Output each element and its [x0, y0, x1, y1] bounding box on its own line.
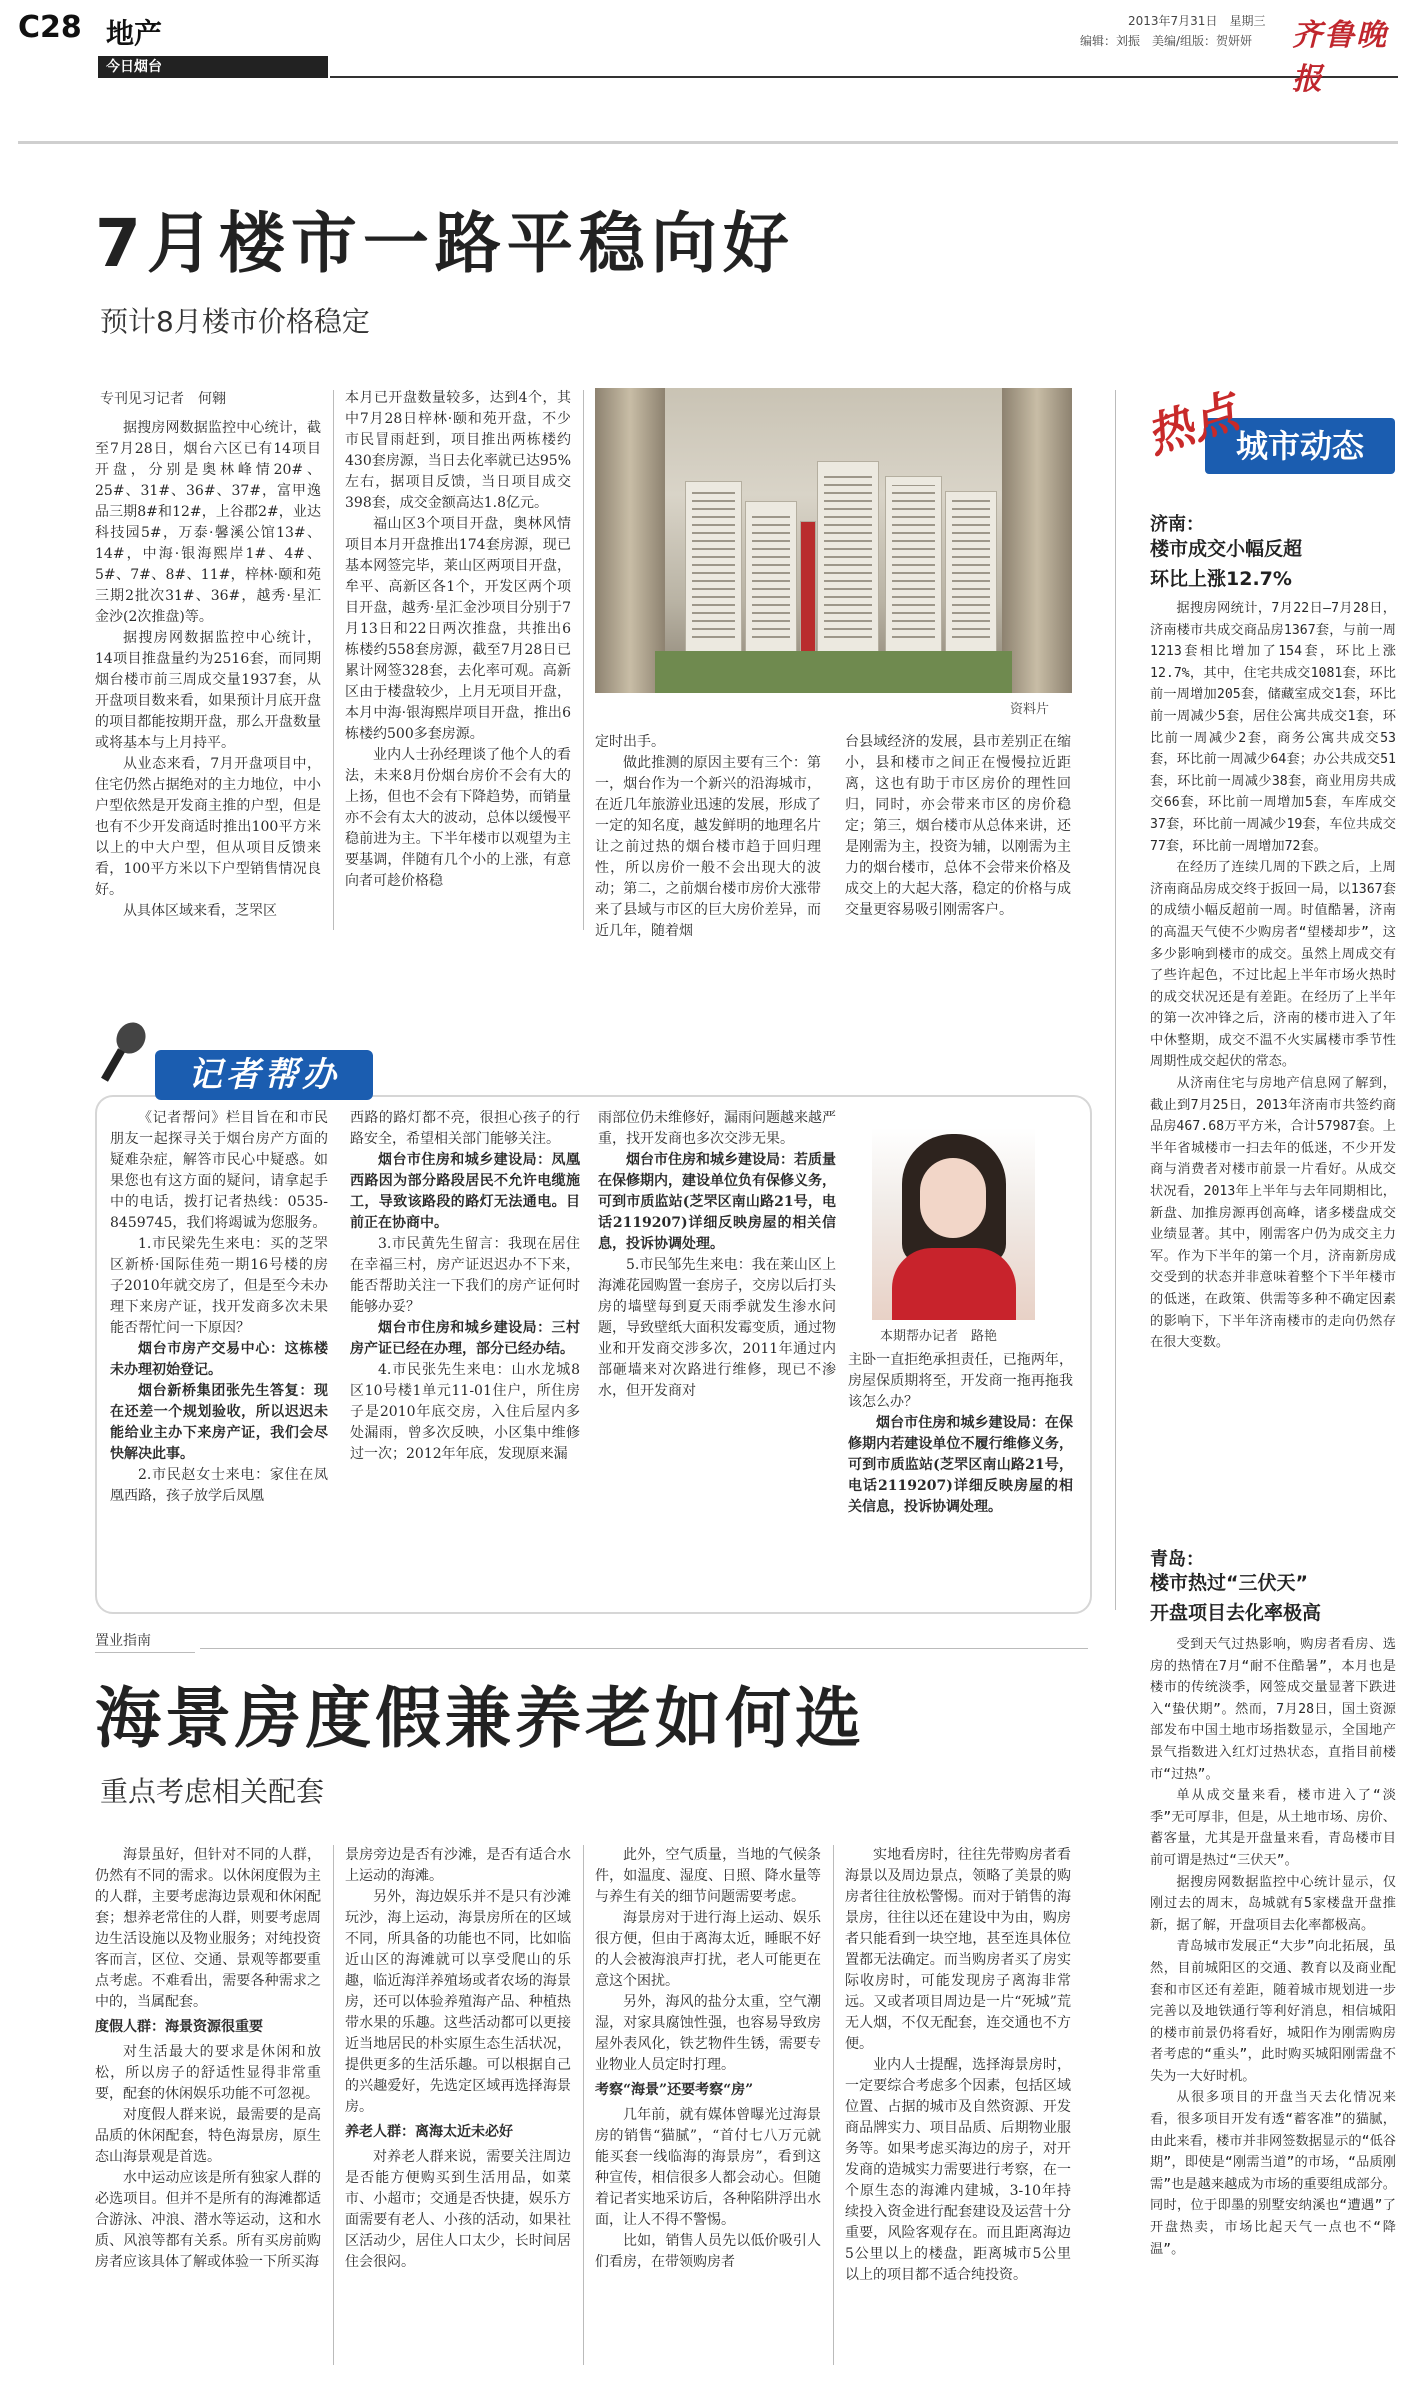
paragraph: 景房旁边是否有沙滩，是否有适合水上运动的海滩。 [345, 1847, 571, 1884]
paragraph: 海景虽好，但针对不同的人群，仍然有不同的需求。以休闲度假为主的人群，主要考虑海边景观和休闲配套；想养老常住的人群，则要考虑周边生活设施以及物业服务；对纯投资客而言，区位、交通、景观等都要重点考虑。不难看出，需要各种需求之中的，当属配套。 [95, 1847, 321, 2010]
story2-column-4 [845, 1845, 1071, 2286]
section-label: 置业指南 [95, 1630, 195, 1653]
paragraph: 5.市民邹先生来电：我在莱山区上海滩花园购置一套房子，交房以后打头房的墙壁每到夏天雨季就发生渗水问题，导致壁纸大面积发霉变质，通过物业和开发商交涉多次，2011年通过内部砸墙来对次路进行维修，现已不渗水，但开发商对 [598, 1257, 836, 1399]
paragraph: 对养老人群来说，需要关注周边是否能方便购买到生活用品，如菜市、小超市；交通是否快捷，娱乐方面需要有老人、小孩的活动，如果社区活动少，居住人口太少，长时间居住会很闷。 [345, 2149, 571, 2270]
column-rule [583, 1845, 584, 2365]
editor-credits: 编辑：刘振 美编/组版：贺妍妍 [1080, 34, 1253, 48]
paragraph: 定时出手。 [595, 734, 665, 750]
hot-word: 热点 [1139, 383, 1245, 464]
page-code: C28 [18, 10, 82, 45]
paragraph: 福山区3个项目开盘，奥林风情项目本月开盘推出174套房源，现已基本网签完毕，莱山区两项目开盘，牟平、高新区各1个，开发区两个项目开盘，越秀·星汇金沙项目分别于7月13日和22日两次推盘，共推出6栋楼约558套房源，截至7月28日已累计网签328套，去化率可观。高新区由于楼盘较少，上月无项目开盘，本月中海·银海熙岸项目开盘，推出6栋楼约500多套房源。 [345, 516, 571, 742]
story1-headline: 7月楼市一路平稳向好 [95, 205, 795, 282]
paragraph: 烟台新桥集团张先生答复：现在还差一个规划验收，所以迟迟未能给业主办下来房产证，我们会尽快解决此事。 [110, 1383, 328, 1462]
paragraph: 业内人士提醒，选择海景房时，一定要综合考虑多个因素，包括区域位置、占据的城市及自然资源、开发商品牌实力、项目品质、后期物业服务等。如果考虑买海边的房子，对开发商的造城实力需要进行考察，在一个原生态的海滩内建城，3-10年持续投入资金进行配套建设及运营十分重要，风险客观存在。而且距离海边5公里以上的楼盘，距离城市5公里以上的项目都不适合纯投资。 [845, 2057, 1071, 2283]
header-rule [330, 76, 1398, 78]
paragraph: 比如，销售人员先以低价吸引人们看房，在带领购房者 [595, 2233, 821, 2270]
hot-news-banner [1139, 383, 1395, 498]
story2-column-2 [345, 1845, 571, 2273]
section-name: 地产 [106, 17, 163, 50]
story2-subhead: 重点考虑相关配套 [100, 1775, 325, 1808]
newspaper-logo: 齐鲁晚报 [1292, 18, 1388, 97]
story1-column-4 [845, 732, 1071, 921]
story1-column-2 [345, 388, 571, 892]
paragraph: 从济南住宅与房地产信息网了解到，截止到7月25日，2013年济南市共签约商品房467.68万平方米，合计57987套。上半年省城楼市一扫去年的低迷，不少开发商与消费者对楼市前景一片看好。从成交状况看，2013年上半年与去年同期相比，新盘、加推房源再创高峰，诸多楼盘成交业绩显著。其中，刚需客户仍为成交主力军。作为下半年的第一个月，济南新房成交受到的状态并非意味着整个下半年楼市的低迷，在政策、供需等多种不确定因素的影响下，下半年济南楼市的走向仍然存在很大变数。 [1150, 1076, 1396, 1351]
paragraph: 烟台市住房和城乡建设局：三村房产证已经在办理，部分已经办结。 [350, 1320, 580, 1357]
jinan-body [1150, 598, 1396, 1354]
subheading: 考察“海景”还要考察“房” [595, 2082, 754, 2098]
paragraph: 台县域经济的发展，县市差别正在缩小，县和楼市之间正在慢慢拉近距离，这也有助于市区房价的理性回归，同时，亦会带来市区的房价稳定；第三，烟台楼市从总体来讲，还是刚需为主，投资为辅，以刚需为主力的烟台楼市，总体不会带来价格及成交上的大起大落，稳定的价格与成交量更容易吸引刚需客户。 [845, 734, 1071, 918]
column-rule [333, 390, 334, 930]
paragraph: 另外，海边娱乐并不是只有沙滩玩沙，海上运动，海景房所在的区域不同，所具备的功能也不同，比如临近山区的海滩就可以享受爬山的乐趣，临近海洋养殖场或者农场的海景房，还可以体验养殖海产品、种植热带水果的乐趣。这些活动都可以更接近当地居民的朴实原生态生活状况，提供更多的生活乐趣。可以根据自己的兴趣爱好，先选定区域再选择海景房。 [345, 1889, 571, 2115]
paragraph: 此外，空气质量，当地的气候条件，如温度、湿度、日照、降水量等与养生有关的细节问题需要考虑。 [595, 1847, 821, 1905]
paragraph: 烟台市住房和城乡建设局：若质量在保修期内，建设单位负有保修义务，可到市质监站(芝罘区南山路21号，电话2119207)详细反映房屋的相关信息，投诉协调处理。 [598, 1152, 836, 1252]
paragraph: 对度假人群来说，最需要的是高品质的休闲配套，特色海景房，原生态山海景观是首选。 [95, 2107, 321, 2165]
jinan-city: 济南： [1150, 514, 1204, 535]
paragraph: 单从成交量来看，楼市进入了“淡季”无可厚非，但是，从土地市场、房价、蓄客量，尤其是开盘量来看，青岛楼市目前可谓是热过“三伏天”。 [1150, 1788, 1396, 1868]
jinan-head-1: 楼市成交小幅反超 [1150, 538, 1303, 560]
subheading: 养老人群：离海太近未必好 [345, 2124, 513, 2140]
reporter-help-title: 记者帮办 [155, 1050, 373, 1100]
microphone-icon [95, 1020, 155, 1090]
qingdao-head-1: 楼市热过“三伏天” [1150, 1572, 1308, 1594]
paragraph: 雨部位仍未维修好，漏雨问题越来越严重，找开发商也多次交涉无果。 [598, 1110, 836, 1147]
story1-subhead: 预计8月楼市价格稳定 [100, 305, 370, 338]
issue-date: 2013年7月31日 星期三 [1128, 14, 1266, 28]
paragraph: 受到天气过热影响，购房者看房、选房的热情在7月“耐不住酷暑”，本月也是楼市的传统淡季，网签成交量显著下跌进入“蛰伏期”。然而，7月28日，国土资源部发布中国土地市场指数显示，全国地产景气指数进入红灯过热状态，直指目前楼市“过热”。 [1150, 1637, 1396, 1782]
story2-headline: 海景房度假兼养老如何选 [95, 1680, 865, 1757]
section-rule [200, 1648, 1088, 1649]
qingdao-city: 青岛： [1150, 1549, 1204, 1570]
column-rule [833, 1845, 834, 2365]
paragraph: 1.市民梁先生来电：买的芝罘区新桥·国际佳苑一期16号楼的房子2010年就交房了，但是至今未办理下来房产证，找开发商多次未果能否帮忙问一下原因？ [110, 1236, 328, 1336]
story2-column-3 [595, 1845, 821, 2273]
story1-byline: 专刊见习记者 何翱 [100, 391, 226, 407]
paragraph: 业内人士孙经理谈了他个人的看法，未来8月份烟台房价不会有大的上扬，但也不会有下降趋势，而销量亦不会有太大的波动，总体以缓慢平稳前进为主。下半年楼市以观望为主要基调，伴随有几个小的上涨，有意向者可趁价格稳 [345, 747, 571, 889]
subsection-bar: 今日烟台 [98, 56, 328, 78]
paragraph: 实地看房时，往往先带购房者看海景以及周边景点，领略了美景的购房者往往放松警惕。而对于销售的海景房，往往以还在建设中为由，购房者只能看到一块空地，甚至连具体位置都无法确定。而当购房者买了房实际收房时，可能发现房子离海非常远。又或者项目周边是一片“死城”荒无人烟，不仅无配套，连交通也不方便。 [845, 1847, 1071, 2052]
paragraph: 4.市民张先生来电：山水龙城8区10号楼1单元11-01住户，所住房子是2010年底交房，入住后屋内多处漏雨，曾多次反映，小区集中维修过一次；2012年年底，发现原来漏 [350, 1362, 580, 1462]
paragraph: 西路的路灯都不亮，很担心孩子的行路安全，希望相关部门能够关注。 [350, 1110, 580, 1147]
subheading: 度假人群：海景资源很重要 [95, 2019, 263, 2035]
qingdao-body [1150, 1634, 1396, 2260]
photo-caption: 资料片 [1010, 702, 1050, 717]
paragraph: 本月已开盘数量较多，达到4个，其中7月28日梓林·颐和苑开盘，不少市民冒雨赶到，项目推出两栋楼约430套房源，当日去化率就已达95%左右，据项目反馈，当日项目成交398套，成交金额高达1.8亿元。 [345, 390, 571, 511]
help-column-2 [350, 1108, 580, 1465]
paragraph: 据搜房网统计，7月22日—7月28日，济南楼市共成交商品房1367套，与前一周1213套相比增加了154套，环比上涨12.7%，其中，住宅共成交1081套，环比前一周增加205套，储藏室成交1套，环比前一周减少5套，居住公寓共成交1套，环比前一周减少2套，商务公寓共成交53套，环比前一周减少64套；办公共成交51套，环比前一周减少38套，商业用房共成交66套，环比前一周增加5套，车库成交37套，环比前一周减少19套，车位共成交77套，环比前一周增加72套。 [1150, 601, 1396, 854]
paragraph: 3.市民黄先生留言：我现在居住在幸福三村，房产证迟迟办不下来，能否帮助关注一下我们的房产证何时能够办妥？ [350, 1236, 580, 1315]
paragraph: 青岛城市发展正“大步”向北拓展，虽然，目前城阳区的交通、教育以及商业配套和市区还有差距，随着城市规划进一步完善以及地铁通行等利好消息，相信城阳的楼市前景仍将看好，城阳作为刚需购房者考虑的“重头”，此时购买城阳刚需盘不失为一大好时机。 [1150, 1939, 1396, 2084]
qingdao-head-2: 开盘项目去化率极高 [1150, 1602, 1322, 1624]
paragraph: 水中运动应该是所有独家人群的必选项目。但并不是所有的海滩都适合游泳、冲浪、潜水等运动，这和水质、风浪等都有关系。所有买房前购房者应该具体了解或体验一下所买海 [95, 2170, 321, 2270]
reporter-portrait [872, 1128, 1035, 1320]
paragraph: 烟台市房产交易中心：这栋楼未办理初始登记。 [110, 1341, 328, 1378]
paragraph: 据搜房网数据监控中心统计，14项目推盘量约为2516套，而同期烟台楼市前三周成交量1937套，从开盘项目数来看，如果预计月底开盘的项目都能按期开盘，那么开盘数量或将基本与上月持平。 [95, 630, 321, 751]
paragraph: 从业态来看，7月开盘项目中，住宅仍然占据绝对的主力地位，中小户型依然是开发商主推的户型，但是也有不少开发商适时推出100平方米以上的中大户型，但从项目反馈来看，100平方米以下户型销售情况良好。 [95, 756, 321, 898]
help-column-3 [598, 1108, 836, 1402]
paragraph: 对生活最大的要求是休闲和放松，所以房子的舒适性显得非常重要，配套的休闲娱乐功能不可忽视。 [95, 2044, 321, 2102]
paragraph: 据搜房网数据监控中心统计显示，仅刚过去的周末，岛城就有5家楼盘开盘推新，据了解，开盘项目去化率都极高。 [1150, 1874, 1396, 1933]
paragraph: 2.市民赵女士来电：家住在凤凰西路，孩子放学后凤凰 [110, 1467, 328, 1504]
column-rule [1115, 390, 1116, 1610]
paragraph: 海景房对于进行海上运动、娱乐很方便，但由于离海太近，睡眠不好的人会被海浪声打扰，老人可能更在意这个困扰。 [595, 1910, 821, 1989]
story1-column-3 [595, 732, 821, 942]
help-column-1 [110, 1108, 328, 1507]
story2-column-1 [95, 1845, 321, 2273]
paragraph: 从具体区域来看，芝罘区 [123, 903, 277, 919]
paragraph: 从很多项目的开盘当天去化情况来看，很多项目开发有透“蓄客准”的猫腻，由此来看，楼市并非网签数据显示的“低谷期”，即使是“刚需当道”的市场，“品质刚需”也是越来越成为市场的重要组成部分。同时，位于即墨的别墅安纳溪也“遭遇”了开盘热卖，市场比起天气一点也不“降温”。 [1150, 2090, 1396, 2257]
top-separator [18, 141, 1398, 144]
jinan-head-2: 环比上涨12.7% [1150, 568, 1292, 590]
paragraph: 烟台市住房和城乡建设局：在保修期内若建设单位不履行维修义务，可到市质监站(芝罘区南山路21号，电话2119207)详细反映房屋的相关信息，投诉协调处理。 [848, 1415, 1073, 1515]
hot-news-title: 城市动态 [1205, 418, 1395, 474]
story1-column-1 [95, 418, 321, 922]
paragraph: 据搜房网数据监控中心统计，截至7月28日，烟台六区已有14项目开盘，分别是奥林峰情20#、25#、31#、36#、37#，富甲逸品三期8#和12#，上谷郡2#，业达科技园5#，万泰·馨溪公馆13#、14#，中海·银海熙岸1#、4#、5#、7#、8#、11#，梓林·颐和苑三期2批次31#、36#，越秀·星汇金沙(2次推盘)等。 [95, 420, 321, 625]
paragraph: 做此推测的原因主要有三个：第一，烟台作为一个新兴的沿海城市，在近几年旅游业迅速的发展，形成了一定的知名度，越发鲜明的地理名片让之前过热的烟台楼市趋于回归理性，所以房价一般不会出现大的波动；第二，之前烟台楼市房价大涨带来了县域与市区的巨大房价差异，而近几年，随着烟 [595, 755, 821, 939]
paragraph: 烟台市住房和城乡建设局：凤凰西路因为部分路段居民不允许电缆施工，导致该路段的路灯无法通电。目前正在协商中。 [350, 1152, 580, 1231]
help-column-4 [848, 1350, 1073, 1518]
paragraph: 在经历了连续几周的下跌之后，上周济南商品房成交终于扳回一局，以1367套的成绩小幅反超前一周。时值酷暑，济南的高温天气使不少购房者“望楼却步”，这多少影响到楼市的成交。虽然上周成交有了些许起色，不过比起上半年市场火热时的成交状况还是有差距。在经历了上半年的第一次冲锋之后，济南的楼市进入了年中休整期，成交不温不火实属楼市季节性周期性成交起伏的常态。 [1150, 860, 1396, 1070]
column-rule [583, 390, 584, 930]
paragraph: 主卧一直拒绝承担责任，已拖两年，房屋保质期将至，开发商一拖再拖我该怎么办？ [848, 1352, 1073, 1410]
paragraph: 另外，海风的盐分太重，空气潮湿，对家具腐蚀性强，也容易导致房屋外表风化，铁艺物件生锈，需要专业物业人员定时打理。 [595, 1994, 821, 2073]
portrait-caption: 本期帮办记者 路艳 [880, 1329, 998, 1344]
paragraph: 几年前，就有媒体曾曝光过海景房的销售“猫腻”，“首付七八万元就能买套一线临海的海景房”，看到这种宣传，相信很多人都会动心。但随着记者实地采访后，各种陷阱浮出水面，让人不得不警惕。 [595, 2107, 821, 2228]
column-rule [333, 1845, 334, 2365]
paragraph: 《记者帮问》栏目旨在和市民朋友一起探寻关于烟台房产方面的疑难杂症，解答市民心中疑惑。如果您也有这方面的疑问，请拿起手中的电话，拨打记者热线：0535-8459745，我们将竭诚为您服务。 [110, 1110, 328, 1231]
building-photo [595, 388, 1072, 693]
